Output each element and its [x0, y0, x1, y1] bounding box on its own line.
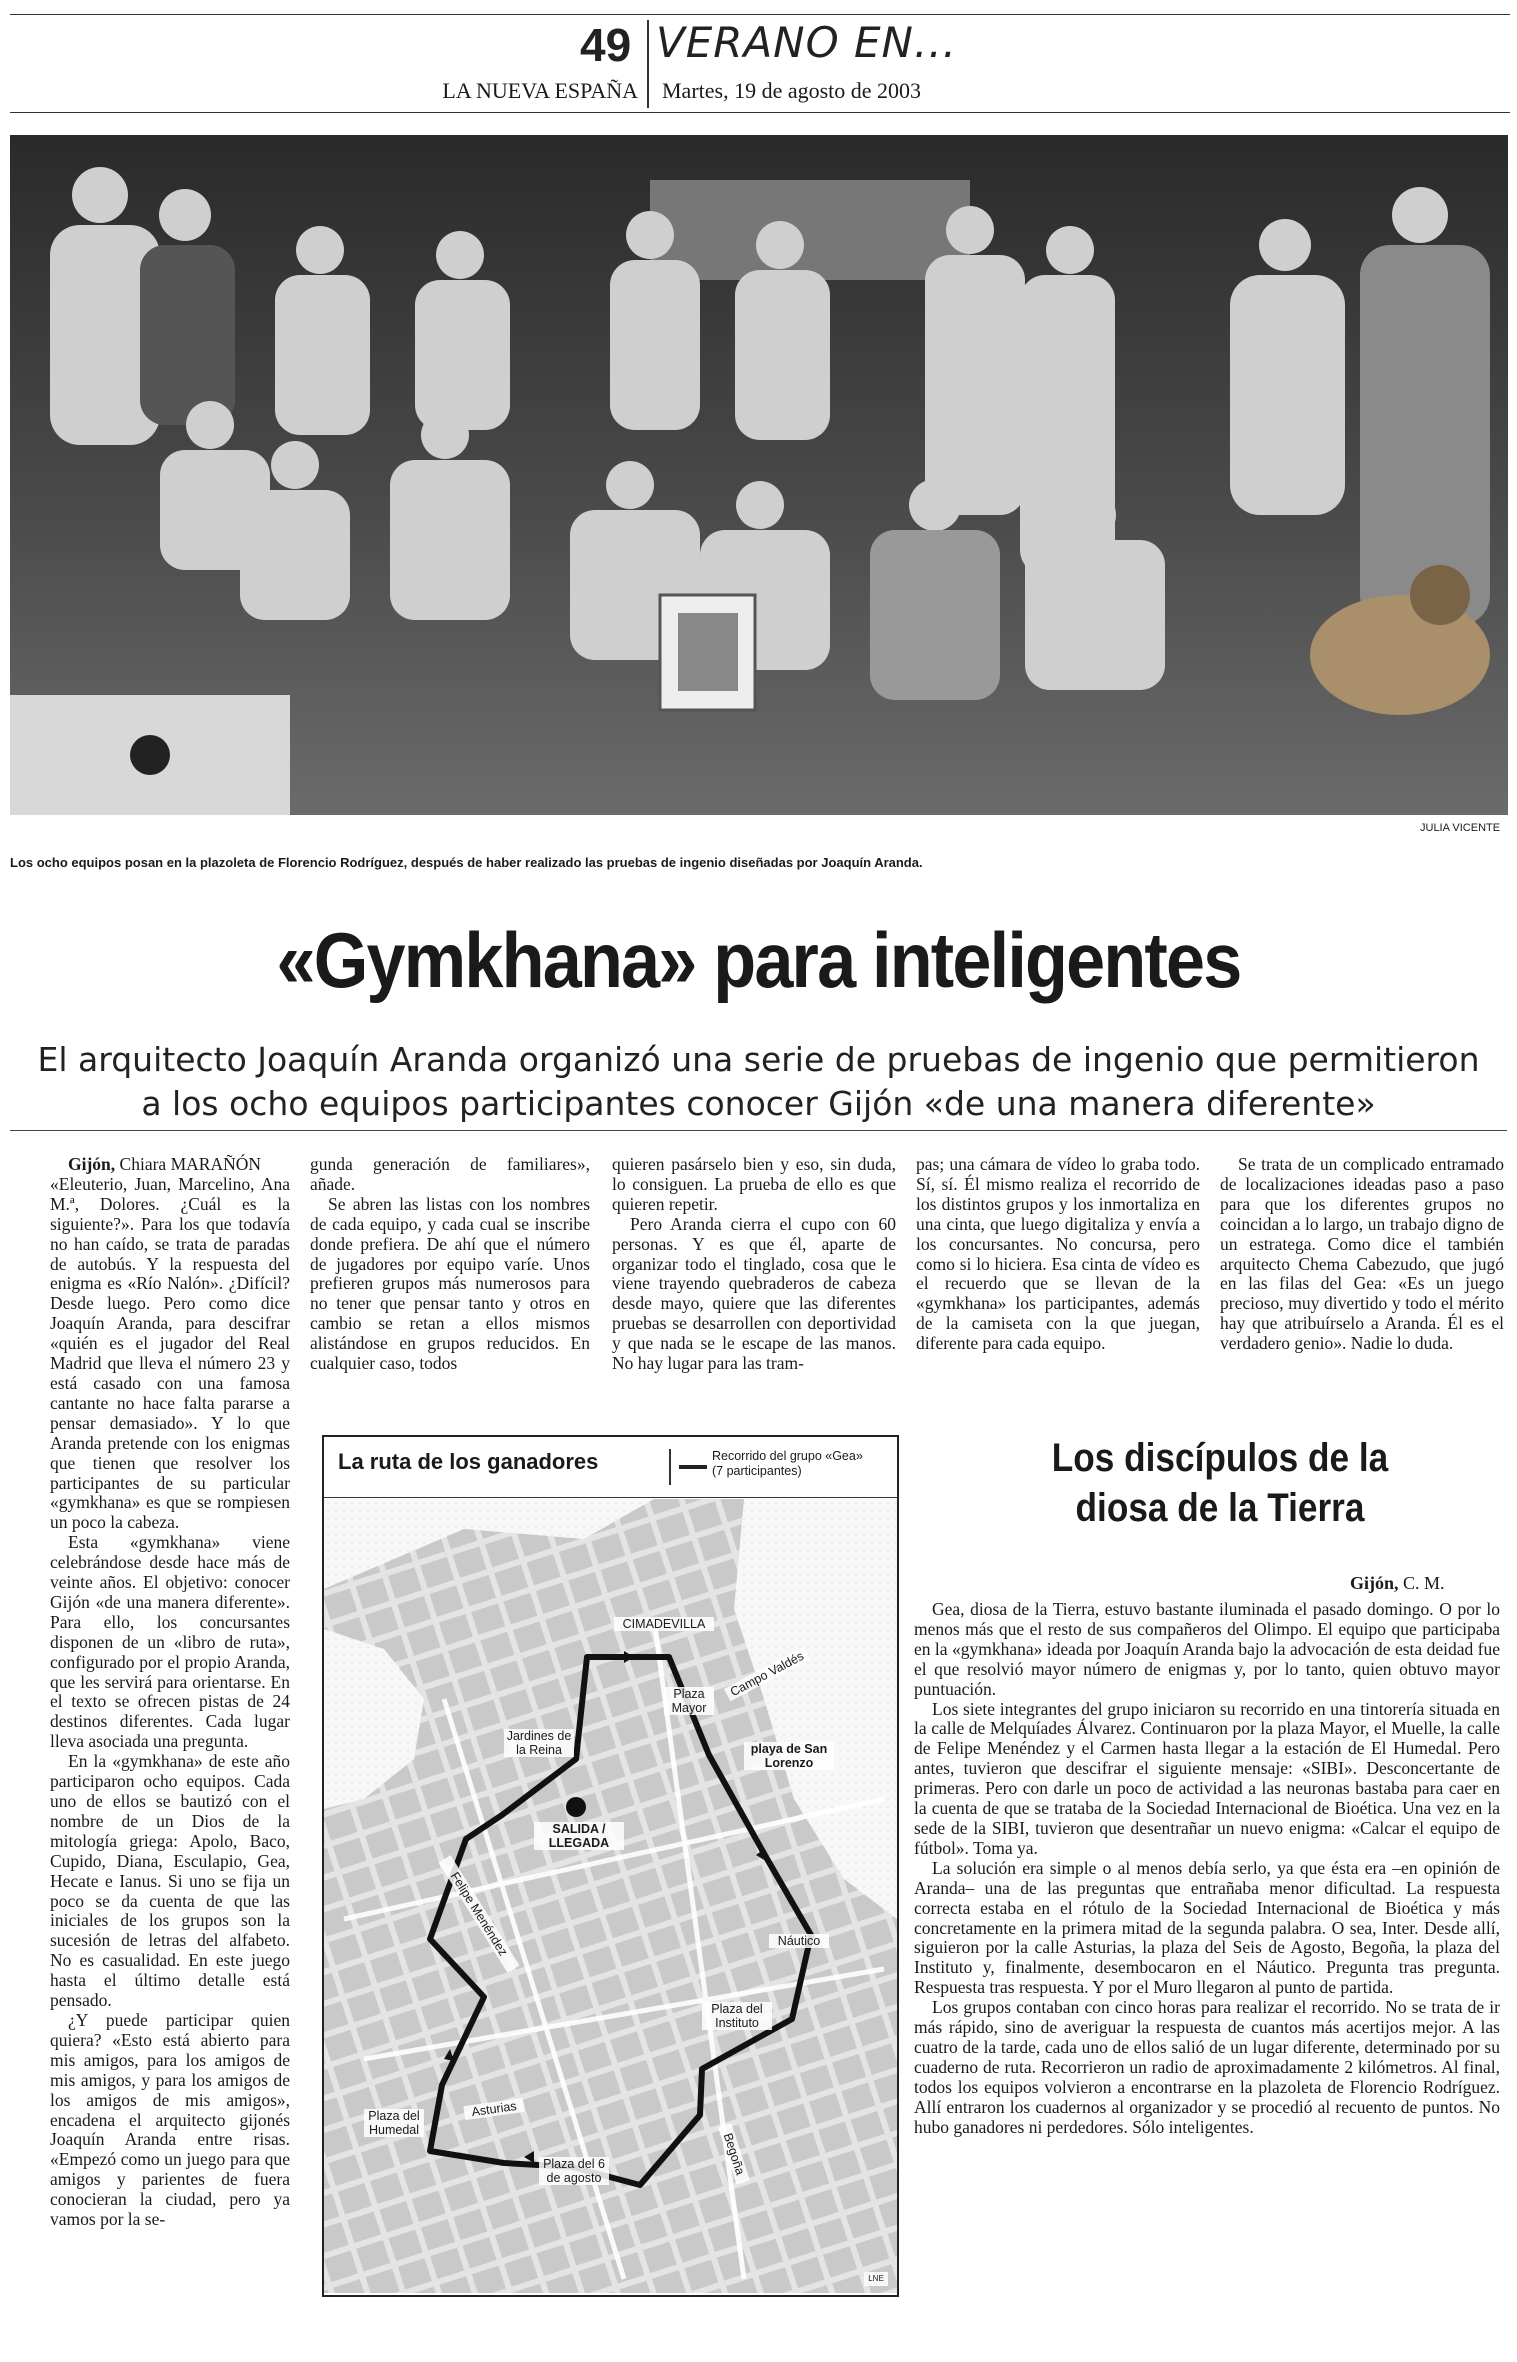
paragraph: pas; una cámara de vídeo lo graba todo. Sí, sí. Él mismo realiza el recorrido de los distintos grupos y los inmortaliza en una cinta, que luego digitaliza y envía a los concursantes. No concursa, pero como si lo hiciera. Esa cinta de vídeo es el recuerdo que se llevan de la «gymkhana» los participantes, además de la camiseta con la que juegan, diferente para cada equipo. — [916, 1154, 1200, 1354]
header-separator — [647, 20, 649, 108]
paragraph: «Eleuterio, Juan, Marcelino, Ana M.ª, Dolores. ¿Cuál es la siguiente?». Para los que todavía no han caído, se trata de paradas de autobús. Y la respuesta del enigma es «Río Nalón». ¿Difícil? Desde luego. Pero como dice Joaquín Aranda, para descifrar «quién es el jugador del Real Madrid que lleva el número 23 y está casado con una famosa cantante no hace falta pararse a pensar demasiado». Y lo que Aranda pretende con los enigmas que tienen que resolver los participantes de su particular «gymkhana» es que se rompiesen un poco la cabeza. — [50, 1173, 290, 1533]
map-legend — [712, 1449, 863, 1479]
start-point — [566, 1797, 586, 1817]
publication-date: Martes, 19 de agosto de 2003 — [662, 78, 922, 103]
deck-line-2: a los ocho equipos participantes conocer Gijón «de una manera diferente» — [141, 1084, 1376, 1123]
sidebar-text — [914, 1600, 1500, 2137]
paragraph: gunda generación de familiares», añade. — [310, 1154, 590, 1194]
paragraph: Se abren las listas con los nombres de cada equipo, y cada cual se inscribe donde prefiera. De ahí que el número de jugadores por equipo varíe. Unos prefieren grupos más numerosos para no tener que pensar tanto y otros en cambio se retan a ellos mismos alistándose en grupos reducidos. En cualquier caso, todos — [310, 1193, 590, 1374]
map-title: La ruta de los ganadores — [338, 1449, 599, 1474]
map-label-cimadevilla: CIMADEVILLA — [614, 1617, 714, 1631]
byline-author: Chiara MARAÑÓN — [115, 1154, 261, 1174]
map-label-instituto: Plaza del Instituto — [702, 2002, 772, 2030]
deck-line-1: El arquitecto Joaquín Aranda organizó una serie de pruebas de ingenio que permitieron — [37, 1040, 1480, 1079]
paragraph: Esta «gymkhana» viene celebrándose desde hace más de veinte años. El objetivo: conocer Gijón «de una manera diferente». Para ello, los concursantes disponen de un «libro de ruta», configurado por el propio Aranda, que les servirá para orientarse. En el texto se ofrecen pistas de 24 destinos diferentes. Cada lugar lleva asociada una pregunta. — [50, 1532, 290, 1752]
legend-line-2: (7 participantes) — [712, 1464, 802, 1478]
deck-rule — [10, 1130, 1507, 1131]
map-label-felipe: Felipe Menéndez — [439, 1855, 520, 1973]
route-map — [322, 1435, 899, 2297]
map-source: LNE — [864, 2272, 888, 2286]
sidebar-byline-author: C. M. — [1398, 1573, 1445, 1593]
paragraph: quieren pasárselo bien y eso, sin duda, lo consiguen. La prueba de ello es que quieren repetir. — [612, 1154, 896, 1214]
article-column-1 — [50, 1155, 290, 2230]
article-column-2 — [310, 1155, 590, 1374]
map-graphic — [324, 1499, 897, 2293]
map-label-playa: playa de San Lorenzo — [744, 1742, 834, 1770]
paragraph: La solución era simple o al menos debía serlo, ya que ésta era –en opinión de Aranda– una de las preguntas que entrañaba menor dificultad. La respuesta correcta estaba en el rótulo de la Sociedad Internacional de Bioética y más concretamente en la primera mitad de la segunda palabra. O sea, Inter. Desde allí, siguieron por la calle Asturias, la plaza del Seis de Agosto, Begoña, la plaza del Instituto y, finalmente, desembocaron en el Náutico. Pregunta tras pregunta. Respuesta tras respuesta. Y por el Muro llegaron al punto de partida. — [914, 1857, 1500, 1998]
newspaper-name: LA NUEVA ESPAÑA — [442, 78, 638, 103]
map-label-seis-agosto: Plaza del 6 de agosto — [539, 2157, 609, 2185]
group-photo — [10, 135, 1508, 815]
top-rule — [10, 14, 1510, 15]
map-label-jardines: Jardines de la Reina — [504, 1729, 574, 1757]
headline: «Gymkhana» para inteligentes — [276, 916, 1241, 1004]
header-rule — [10, 112, 1510, 113]
map-label-begona: Begoña — [718, 2123, 750, 2184]
section-title: VERANO EN... — [656, 18, 958, 67]
photo-credit: JULIA VICENTE — [1420, 822, 1501, 834]
paragraph: Se trata de un complicado entramado de localizaciones ideadas paso a paso para que los diferentes grupos no coincidan a lo largo, un trabajo digno de un estratega. Como dice el también arquitecto Chema Cabezudo, que jugó en las filas del Gea: «Es un juego precioso, muy divertido y todo el mérito hay que atribuírselo a Aranda. Él es el verdadero genio». Nadie lo duda. — [1220, 1154, 1504, 1354]
deck — [10, 1038, 1507, 1126]
map-label-asturias: Asturias — [463, 2098, 524, 2120]
map-label-salida: SALIDA / LLEGADA — [534, 1822, 624, 1850]
paragraph: ¿Y puede participar quien quiera? «Esto está abierto para mis amigos, para los amigos de mis amigos, y para los amigos de los amigos de mis amigos», encadena el arquitecto gijonés Joaquín Aranda entre risas. «Empezó como un juego para que amigos y parientes de fuera conocieran la ciudad, pero ya vamos por la se- — [50, 2009, 290, 2230]
page-number: 49 — [580, 19, 632, 71]
article-column-3 — [612, 1155, 896, 1374]
legend-divider — [669, 1449, 671, 1485]
paragraph: Gea, diosa de la Tierra, estuvo bastante iluminada el pasado domingo. O por lo menos más que el resto de sus compañeros del Olimpo. El equipo que participaba en la «gymkhana» ideada por Joaquín Aranda bajo la advocación de esta deidad fue el que resolvió mayor número de enigmas y, por lo tanto, quien obtuvo mayor puntuación. — [914, 1599, 1500, 1699]
legend-line-1: Recorrido del grupo «Gea» — [712, 1449, 863, 1463]
paragraph: Los grupos contaban con cinco horas para realizar el recorrido. No se trata de ir más rápido, sino de averiguar la respuesta de cuantos más acertijos mejor. A las cuatro de la tarde, cada uno de ellos salió de un lugar diferente, determinado por su cuaderno de ruta. Recorrieron un radio de aproximadamente 2 kilómetros. Al final, todos los equipos volvieron a encontrarse en la plazoleta de Florencio Rodríguez. Allí entraron los cuadernos al organizador y se procedió al recuento de puntos. No hubo ganadores ni perdedores. Sólo inteligentes. — [914, 1997, 1500, 2137]
map-title-rule — [324, 1497, 897, 1498]
article-column-4 — [916, 1155, 1200, 1354]
map-label-nautico: Náutico — [769, 1934, 829, 1948]
paragraph — [50, 1155, 290, 1175]
paragraph: Los siete integrantes del grupo iniciaron su recorrido en una tintorería situada en la calle de Melquíades Álvarez. Continuaron por la plaza Mayor, el Muelle, la calle de Felipe Menéndez y el Carmen hasta llegar a la estación de El Humedal. Pero antes, tuvieron que descifrar el siguiente mensaje: «SIBI». Desconcertante de primeras. Pero con darle un poco de actividad a las neuronas bastaba para caer en la cuenta de que se trataba de la Sociedad Internacional de Bioética. Una vez en la sede de la SIBI, tuvieron que desentrañar un nuevo enigma: «Calcar el equipo de fútbol». Toma ya. — [914, 1698, 1500, 1858]
map-label-campo-valdes: Campo Valdés — [724, 1647, 810, 1702]
sidebar-byline — [1350, 1573, 1445, 1594]
article-column-5 — [1220, 1155, 1504, 1354]
sidebar-headline: Los discípulos de la diosa de la Tierra — [1051, 1436, 1389, 1530]
paragraph: En la «gymkhana» de este año participaron ocho equipos. Cada uno de ellos se bautizó con el nombre de un Dios de la mitología griega: Apolo, Baco, Cupido, Diana, Esculapio, Gea, Hecate e Ianus. Si uno se fija un poco se da cuenta de que las iniciales de los grupos son la sucesión de letras del alfabeto. No es casualidad. En este juego hasta el último detalle está pensado. — [50, 1751, 290, 2011]
sidebar-byline-place: Gijón, — [1350, 1573, 1399, 1593]
byline-place: Gijón, — [68, 1154, 116, 1174]
map-label-humedal: Plaza del Humedal — [364, 2109, 424, 2137]
legend-swatch — [679, 1465, 707, 1469]
photo-caption: Los ocho equipos posan en la plazoleta de Florencio Rodríguez, después de haber realizado las pruebas de ingenio diseñadas por Joaquín Aranda. — [10, 855, 923, 870]
paragraph: Pero Aranda cierra el cupo con 60 personas. Y es que él, aparte de organizar todo el tinglado, cosa que le viene trayendo quebraderos de cabeza desde mayo, quiere que las diferentes pruebas se desarrollen con deportividad y que nada se le escape de las manos. No hay lugar para las tram- — [612, 1213, 896, 1374]
map-label-plaza-mayor: Plaza Mayor — [664, 1687, 714, 1715]
